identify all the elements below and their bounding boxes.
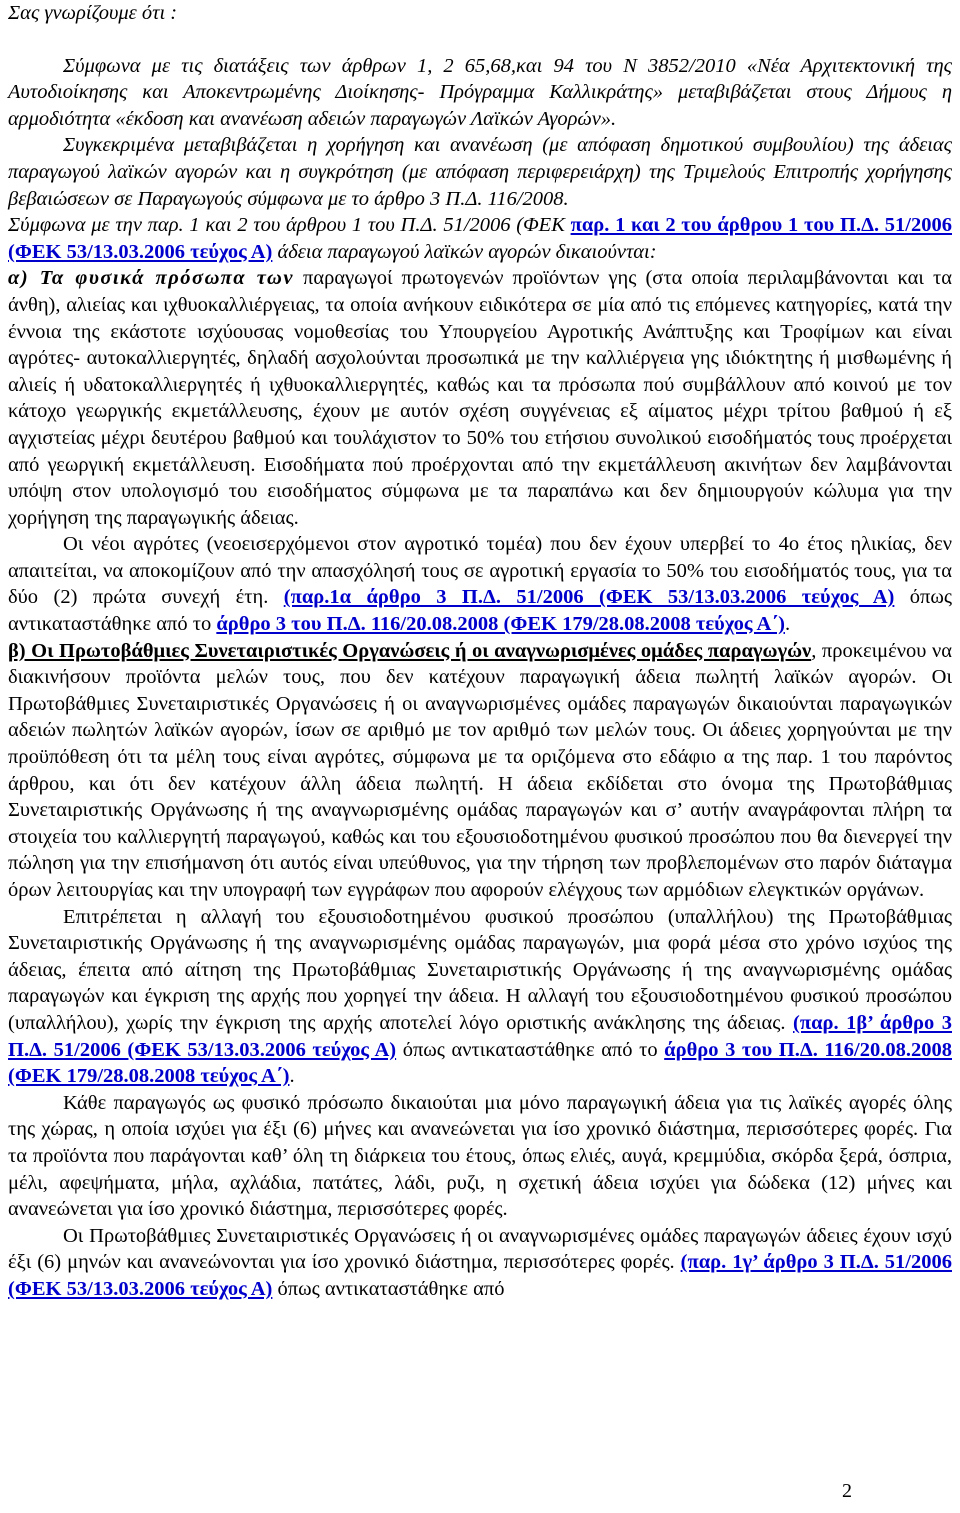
cooperative-validity-end: όπως αντικαταστάθηκε από (272, 1277, 505, 1300)
paragraph-license-validity: Κάθε παραγωγός ως φυσικό πρόσωπο δικαιούται μια μόνο παραγωγική άδεια για τις λαϊκές αγορές όλης της χώρας, η οποία ισχύει για έξι (6) μήνες και ανανεώνεται για ίσο χρονικό διάστημα, περισσότερες φορές. Για τα προϊόντα που παράγονται καθ’ όλη τη διάρκεια του έτους, όπως ελιές, αυγά, κρεμμύδια, σκόρδα ξερά, όσπρια, μέλι, αφεψήματα, μήλα, αχλάδια, πατάτες, λάδι, ρυζι, η σχετική άδεια ισχύει για δώδεκα (12) μήνες και ανανεώνεται για ίσο χρονικό διάστημα, περισσότερες φορές. (8, 1091, 952, 1221)
natural-persons-text: παραγωγοί πρωτογενών προϊόντων γης (στα οποία περιλαμβάνονται και τα άνθη), αλιείας και ιχθυοκαλλιέργειας, τα οποία ανήκουν ειδικότερα σε μία από τις επόμενες κατηγορίες, κατά την έννοια της εκάστοτε ισχύουσας νομοθεσίας του Υπουργείου Αγροτικής Ανάπτυξης και Τροφίμων και είναι αγρότες- αυτοκαλλιεργητές, δηλαδή ασχολούνται προσωπικά με την καλλιέργεια γης ιδιόκτητης ή μισθωμένης ή αλιείς ή υδατοκαλλιεργητές ή ιχθυοκαλλιεργητές, καθώς και τα πρόσωπα πού συμβάλλουν από κοινού με τον κάτοχο γεωργικής εκμετάλλευσης, έχουν με αυτόν σχέση συγγένειας εξ αίματος μέχρι τρίτου βαθμού ή εξ αγχιστείας μέχρι δευτέρου βαθμού και τουλάχιστον το 50% του ετήσιου συνολικού εισοδήματός τους προέρχεται από γεωργική εκμετάλλευση. Εισοδήματα πού προέρχονται από την εκμετάλλευση ακινήτων δεν λαμβάνονται υπόψη στον υπολογισμό του εισοδήματος σύμφωνα με τα παραπάνω και δεν δημιουργούν κώλυμα για την χορήγηση της παραγωγικής άδειας. (8, 267, 952, 529)
paragraph-authorized-change (8, 904, 952, 1090)
young-farmers-mid: όπως αντικαταστάθηκε από το (8, 586, 952, 636)
cooperative-validity-law-link[interactable]: (παρ. 1γ’ άρθρο 3 Π.Δ. 51/2006 (ΦΕΚ 53/13.03.2006 τεύχος Α) (8, 1251, 952, 1300)
document-page (8, 0, 952, 1303)
young-farmers-end: . (784, 613, 791, 636)
paragraph-legal-basis: Σύμφωνα με τις διατάξεις των άρθρων 1, 2 65,68,και 94 του Ν 3852/2010 «Νέα Αρχιτεκτονική της Αυτοδιοίκησης και Αποκεντρωμένης Διοίκησης- Πρόγραμμα Καλλικράτης» μεταβιβάζεται στους Δήμους η αρμοδιότητα «έκδοση και ανανέωση αδειών παραγωγών Λαϊκών Αγορών». (8, 54, 952, 130)
young-farmers-law-link-1[interactable]: (παρ.1α άρθρο 3 Π.Δ. 51/2006 (ΦΕΚ 53/13.03.2006 τεύχος Α) (283, 586, 895, 609)
young-farmers-law-link-2[interactable]: άρθρο 3 του Π.Δ. 116/20.08.2008 (ΦΕΚ 179/28.08.2008 τεύχος Α΄) (216, 613, 785, 636)
authorized-change-law-link-1[interactable]: (παρ. 1β’ άρθρο 3 Π.Δ. 51/2006 (ΦΕΚ 53/13.03.2006 τεύχος Α) (8, 1011, 952, 1061)
cooperative-validity-text: Οι Πρωτοβάθμιες Συνεταιριστικές Οργανώσεις ή οι αναγνωρισμένες ομάδες παραγωγών άδειες έχουν ισχύ έξι (6) μηνών και ανανεώνονται για ίσο χρονικό διάστημα, περισσότερες φορές. (8, 1224, 952, 1274)
authorized-change-end: . (289, 1065, 295, 1088)
eligibility-law-link[interactable]: παρ. 1 και 2 του άρθρου 1 του Π.Δ. 51/2006 (ΦΕΚ 53/13.03.2006 τεύχος Α) (8, 214, 952, 263)
authorized-change-text: Επιτρέπεται η αλλαγή του εξουσιοδοτημένου φυσικού προσώπου (υπαλλήλου) της Πρωτοβάθμιας Συνεταιριστικής Οργάνωσης ή της αναγνωρισμένης ομάδας παραγωγών, μια φορά μέσα στο χρόνο ισχύος της άδειας, έπειτα από αίτηση της Πρωτοβάθμιας Συνεταιριστικής Οργάνωσης ή της αναγνωρισμένης ομάδας παραγωγών και έγκριση της αρχής που χορηγεί την άδεια. Η αλλαγή του εξουσιοδοτημένου φυσικού προσώπου (υπαλλήλου), χωρίς την έγκριση της αρχής αποτελεί λόγο οριστικής ανάκλησης της άδειας. (8, 905, 952, 1034)
eligibility-intro-tail: άδεια παραγωγού λαϊκών αγορών δικαιούνται: (272, 240, 657, 263)
paragraph-young-farmers (8, 531, 952, 637)
page-heading: Σας γνωρίζουμε ότι : (8, 2, 178, 24)
cooperatives-text: , προκειμένου να διακινήσουν προϊόντα μελών τους, που δεν κατέχουν παραγωγική άδεια πωλητή λαϊκών αγορών. Οι Πρωτοβάθμιες Συνεταιριστικές Οργανώσεις ή οι αναγνωρισμένες ομάδες παραγωγών δικαιούνται παραγωγικών αδειών πωλητών λαϊκών αγορών, ίσων σε αριθμό με τον αριθμό των μελών τους. Οι άδειες χορηγούνται με την προϋπόθεση ότι τα μέλη τους είναι αγρότες, σύμφωνα με τα οριζόμενα στο εδάφιο α της παρ. 1 του παρόντος άρθρου, και ότι δεν κατέχουν άλλη άδεια πωλητή. Η άδεια εκδίδεται στο όνομα της Πρωτοβάθμιας Συνεταιριστικής Οργάνωσης ή της αναγνωρισμένης ομάδας παραγωγών και σ’ αυτήν αναγράφονται πλήρη τα στοιχεία του καλλιεργητή παραγωγού, καθώς και του εξουσιοδοτημένου φυσικού προσώπου που θα διενεργεί την πώληση για την επισήμανση ότι αυτός είναι υπεύθυνος, για την τήρηση των προβλεπομένων στο παρόν διάταγμα όρων λειτουργίας και την υπογραφή των εγγράφων που αφορούν ελέγχους των αρμόδιων ελεγκτικών οργάνων. (8, 639, 952, 901)
cooperatives-label: β) Οι Πρωτοβάθμιες Συνεταιριστικές Οργανώσεις ή οι αναγνωρισμένες ομάδες παραγωγών (8, 639, 812, 662)
paragraph-natural-persons (8, 265, 952, 531)
natural-persons-label: α) Τα φυσικά πρόσωπα των (8, 267, 294, 290)
paragraph-cooperative-validity (8, 1223, 952, 1303)
page-number: 2 (842, 1480, 852, 1502)
young-farmers-text: Οι νέοι αγρότες (νεοεισερχόμενοι στον αγροτικό τομέα) που δεν έχουν υπερβεί το 4ο έτος ηλικίας, δεν απαιτείται, να αποκομίζουν από την απασχόλησή τους σε αγροτική εργασία το 50% του εισοδήματός τους, για τα δύο (2) πρώτα συνεχή έτη. (8, 533, 952, 609)
paragraph-transfer: Συγκεκριμένα μεταβιβάζεται η χορήγηση και ανανέωση (με απόφαση δημοτικού συμβουλίου) της άδειας παραγωγού λαϊκών αγορών και η συγκρότηση (με απόφαση περιφερειάρχη) της Τριμελούς Επιτροπής χορήγησης βεβαιώσεων σε Παραγωγούς σύμφωνα με το άρθρο 3 Π.Δ. 116/2008. (8, 134, 952, 210)
paragraph-eligibility-intro (8, 212, 952, 265)
authorized-change-law-link-2[interactable]: άρθρο 3 του Π.Δ. 116/20.08.2008 (ΦΕΚ 179/28.08.2008 τεύχος Α΄) (8, 1038, 952, 1088)
paragraph-cooperatives (8, 638, 952, 904)
eligibility-intro-lead: Σύμφωνα με την παρ. 1 και 2 του άρθρου 1 του Π.Δ. 51/2006 (ΦΕΚ (8, 214, 571, 237)
authorized-change-mid: όπως αντικαταστάθηκε από το (396, 1038, 665, 1061)
